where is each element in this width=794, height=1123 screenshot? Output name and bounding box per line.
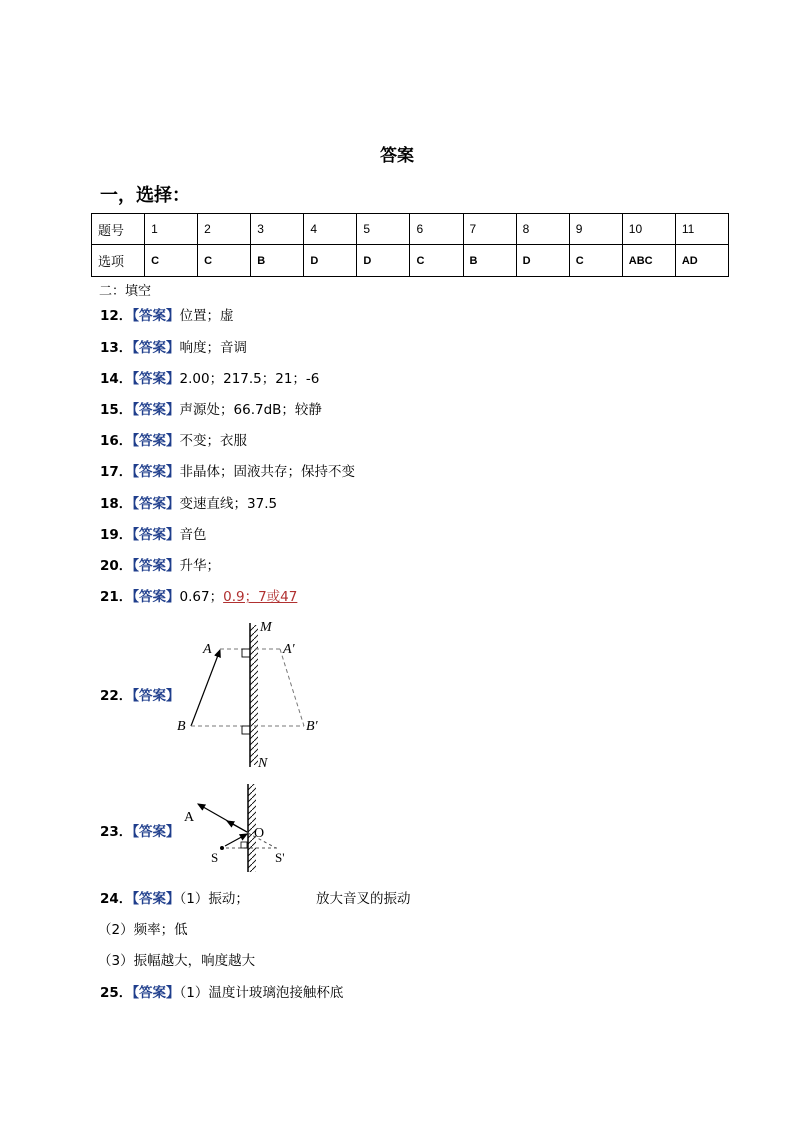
table-cell-number: 8 bbox=[516, 214, 569, 245]
answer-text: 位置；虚 bbox=[179, 308, 234, 324]
answer-tag: 【答案】 bbox=[132, 340, 180, 356]
table-cell-answer: C bbox=[410, 245, 463, 277]
table-cell-answer: C bbox=[569, 245, 622, 277]
answer-tag: 【答案】 bbox=[132, 985, 180, 1001]
answer-line bbox=[100, 460, 355, 480]
answer-line-22 bbox=[100, 684, 180, 704]
source-point bbox=[220, 846, 224, 850]
question-number: 17． bbox=[100, 464, 133, 480]
label-S-prime: S' bbox=[275, 850, 285, 865]
label-O: O bbox=[254, 826, 265, 841]
answer-tag: 【答案】 bbox=[132, 308, 180, 324]
section-fill-heading: 二：填空 bbox=[99, 284, 152, 299]
answer-tag: 【答案】 bbox=[132, 558, 180, 574]
answer-tag: 【答案】 bbox=[132, 688, 180, 704]
answer-tag: 【答案】 bbox=[132, 402, 180, 418]
question-number: 14． bbox=[100, 371, 133, 387]
answer-tag: 【答案】 bbox=[132, 371, 180, 387]
label-A-prime: A′ bbox=[283, 642, 295, 657]
answer-line bbox=[100, 367, 319, 387]
question-number: 18． bbox=[100, 496, 133, 512]
table-cell-number: 5 bbox=[357, 214, 410, 245]
answer-tag: 【答案】 bbox=[132, 464, 180, 480]
right-angle-mark bbox=[241, 842, 247, 848]
answer-line-21 bbox=[100, 585, 297, 605]
question-number: 23． bbox=[100, 824, 133, 840]
table-cell-answer: D bbox=[357, 245, 410, 277]
reflected-ray-midarrow bbox=[227, 821, 247, 832]
page-title: 答案 bbox=[380, 146, 414, 166]
right-angle-mark-top bbox=[242, 649, 250, 657]
section-choice-heading: 一，选择： bbox=[100, 185, 190, 206]
table-cell-number: 10 bbox=[622, 214, 675, 245]
question-number: 25． bbox=[100, 985, 133, 1001]
question-number: 15． bbox=[100, 402, 133, 418]
answer-text: 2.00；217.5；21；-6 bbox=[179, 371, 320, 387]
answer-line bbox=[100, 554, 220, 574]
answer-text: 升华； bbox=[179, 558, 221, 574]
label-B: B bbox=[177, 719, 186, 734]
answer-line bbox=[100, 398, 322, 418]
question-number: 20． bbox=[100, 558, 133, 574]
table-cell-answer: C bbox=[198, 245, 251, 277]
right-angle-mark-bottom bbox=[242, 726, 250, 734]
answer-line bbox=[100, 492, 277, 512]
answer-text-2: 放大音叉的振动 bbox=[316, 891, 411, 907]
answer-line bbox=[100, 523, 207, 543]
table-cell-number: 7 bbox=[463, 214, 516, 245]
table-cell-number: 11 bbox=[675, 214, 728, 245]
answer-tag: 【答案】 bbox=[132, 433, 180, 449]
label-M: M bbox=[260, 620, 272, 635]
table-cell-header: 选项 bbox=[92, 245, 145, 277]
table-cell-header: 题号 bbox=[92, 214, 145, 245]
label-B-prime: B′ bbox=[306, 719, 318, 734]
answer-line-24-2: （2）频率；低 bbox=[98, 922, 188, 938]
object-arrow bbox=[191, 650, 220, 726]
reflection-diagram bbox=[180, 780, 300, 875]
table-cell-number: 9 bbox=[569, 214, 622, 245]
answer-tag: 【答案】 bbox=[132, 589, 180, 605]
question-number: 12． bbox=[100, 308, 133, 324]
answer-line-23 bbox=[100, 820, 180, 840]
label-S: S bbox=[211, 850, 219, 865]
table-cell-number: 6 bbox=[410, 214, 463, 245]
answer-text: 音色 bbox=[179, 527, 207, 543]
answer-tag: 【答案】 bbox=[132, 496, 180, 512]
label-A: A bbox=[184, 810, 195, 825]
answer-text: 0.67； bbox=[179, 589, 224, 605]
question-number: 22． bbox=[100, 688, 133, 704]
mirror-image-diagram bbox=[170, 615, 340, 775]
table-cell-number: 2 bbox=[198, 214, 251, 245]
table-cell-answer: ABC bbox=[622, 245, 675, 277]
answer-text: 非晶体；固液共存；保持不变 bbox=[179, 464, 356, 480]
table-cell-answer: B bbox=[463, 245, 516, 277]
table-cell-answer: AD bbox=[675, 245, 728, 277]
answer-tag: 【答案】 bbox=[132, 527, 180, 543]
label-N: N bbox=[258, 756, 268, 771]
answer-table bbox=[91, 213, 729, 277]
table-cell-answer: D bbox=[304, 245, 357, 277]
question-number: 24． bbox=[100, 891, 133, 907]
image-line bbox=[280, 649, 304, 726]
answer-text: 响度；音调 bbox=[179, 340, 248, 356]
answer-text: 变速直线；37.5 bbox=[179, 496, 278, 512]
question-number: 21． bbox=[100, 589, 133, 605]
answer-text: 声源处；66.7dB；较静 bbox=[179, 402, 322, 418]
table-cell-answer: B bbox=[251, 245, 304, 277]
question-number: 13． bbox=[100, 340, 133, 356]
incident-ray bbox=[225, 834, 247, 846]
answer-line bbox=[100, 429, 247, 449]
answer-tag: 【答案】 bbox=[132, 824, 180, 840]
answer-line-24-3: （3）振幅越大，响度越大 bbox=[98, 953, 256, 969]
answer-link[interactable]: 0.9；7或47 bbox=[223, 589, 298, 605]
answer-line-25 bbox=[100, 981, 343, 1001]
table-cell-answer: D bbox=[516, 245, 569, 277]
table-cell-number: 1 bbox=[145, 214, 198, 245]
answer-tag: 【答案】 bbox=[132, 891, 180, 907]
question-number: 19． bbox=[100, 527, 133, 543]
table-row-answers bbox=[92, 245, 729, 277]
answer-text: 不变；衣服 bbox=[179, 433, 248, 449]
mirror-hatch bbox=[250, 625, 258, 765]
table-cell-number: 4 bbox=[304, 214, 357, 245]
answer-line bbox=[100, 336, 247, 356]
answer-text: （1）温度计玻璃泡接触杯底 bbox=[179, 985, 344, 1001]
table-cell-answer: C bbox=[145, 245, 198, 277]
question-number: 16． bbox=[100, 433, 133, 449]
answer-text: （1）振动； bbox=[179, 891, 249, 907]
label-A: A bbox=[203, 642, 212, 657]
table-row-numbers bbox=[92, 214, 729, 245]
answer-line bbox=[100, 304, 234, 324]
answer-line-24 bbox=[100, 887, 411, 907]
table-cell-number: 3 bbox=[251, 214, 304, 245]
